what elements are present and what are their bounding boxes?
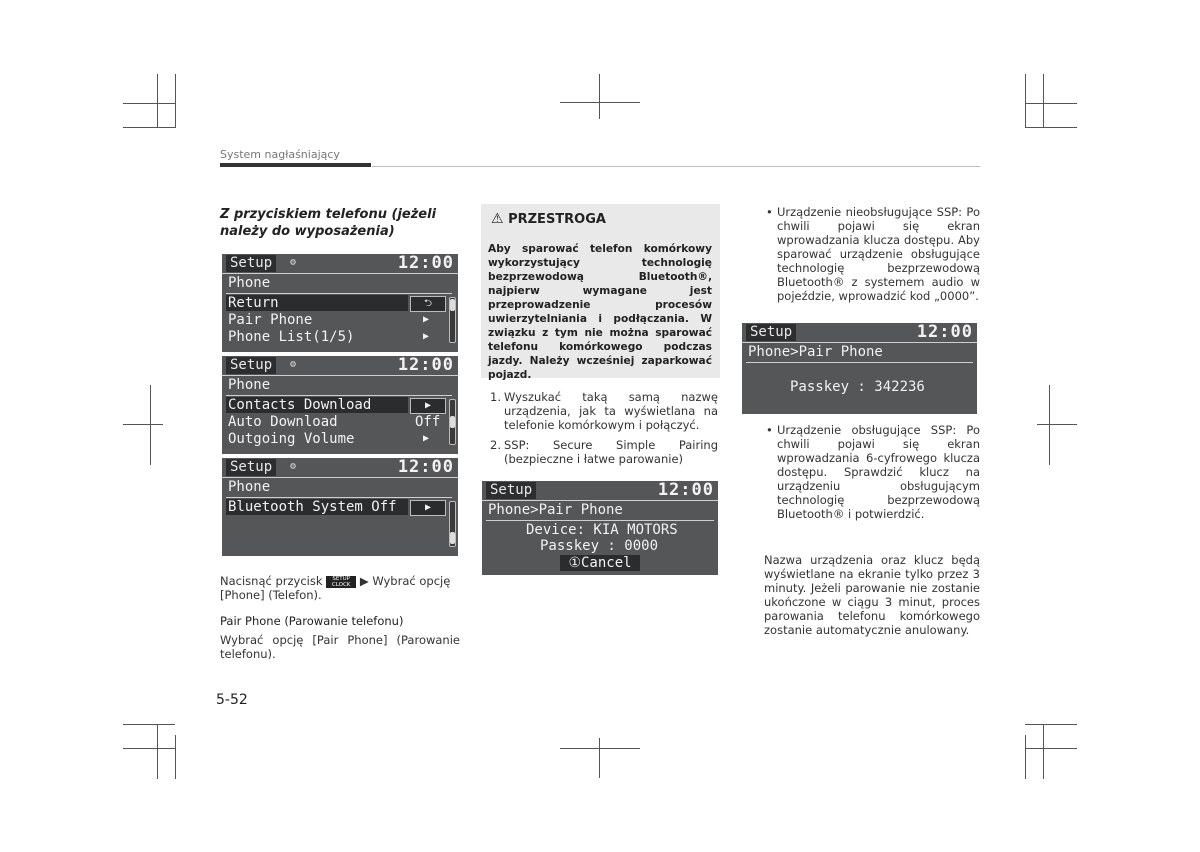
crop-mark: [1025, 103, 1077, 104]
scrollbar-thumb[interactable]: [450, 299, 455, 311]
return-icon[interactable]: ⮌: [410, 296, 446, 312]
scrollbar-thumb[interactable]: [450, 532, 455, 544]
crop-mark: [1025, 748, 1077, 749]
crop-mark: [1043, 724, 1044, 779]
clock-time: 12:00: [657, 481, 714, 500]
crop-mark: [123, 127, 175, 128]
crop-mark: [157, 724, 158, 779]
bullet-dot: •: [766, 205, 773, 219]
menu-item-pair-phone[interactable]: [226, 312, 408, 328]
screen-divider: [226, 395, 452, 396]
screen-divider: [746, 362, 973, 363]
arrow-right-icon[interactable]: ▶: [410, 500, 446, 516]
menu-item-label: Outgoing Volume: [228, 431, 355, 447]
menu-item-label: Bluetooth System Off: [228, 499, 397, 515]
clock-time: 12:00: [397, 254, 454, 273]
passkey-text: Passkey : 0000: [540, 538, 659, 554]
screen-title: Phone>Pair Phone: [748, 344, 883, 360]
arrow-right-icon: ▶: [423, 314, 430, 325]
crop-mark: [1025, 735, 1026, 779]
lcd-screen-passkey: [742, 323, 977, 414]
setup-label: Setup: [226, 459, 276, 476]
header-rule: [220, 163, 371, 167]
screen-divider: [486, 520, 714, 521]
crop-mark: [1049, 385, 1050, 465]
scrollbar[interactable]: [449, 399, 456, 445]
passkey-text: Passkey : 342236: [790, 379, 925, 395]
crop-mark: [1043, 74, 1044, 128]
list-item: [490, 438, 718, 468]
cancel-button[interactable]: [560, 555, 640, 571]
list-item: [490, 390, 718, 434]
crop-mark: [175, 74, 176, 128]
setup-label: Setup: [746, 324, 796, 341]
header-rule: [372, 166, 980, 167]
menu-item-label: Contacts Download: [228, 397, 372, 413]
bullet-text: Urządzenie obsługujące SSP: Po chwili pojawi się ekran wprowadzania 6-cyfrowego klucza dostępu. Sprawdzić klucz na urządzeniu obsługującym technologię bezprzewodową Bluetooth® i potwierdzić.: [777, 423, 980, 521]
crop-mark: [150, 385, 151, 465]
crop-mark: [1025, 127, 1077, 128]
crop-mark: [123, 424, 163, 425]
device-name: Device: KIA MOTORS: [526, 522, 678, 538]
pair-phone-text: Wybrać opcję [Pair Phone] (Parowanie telefonu).: [220, 633, 460, 661]
warning-title-text: PRZESTROGA: [508, 212, 606, 227]
instruction-paragraph: [220, 574, 462, 602]
warning-title: [491, 211, 606, 227]
arrow-right-icon: ▶: [423, 331, 430, 342]
crop-mark: [560, 102, 640, 103]
crop-mark: [123, 103, 175, 104]
screen-top-bar: [482, 481, 718, 501]
scrollbar[interactable]: [449, 297, 456, 343]
instruction-press-text: Nacisnąć przycisk: [220, 574, 323, 588]
screen-top-bar: [222, 458, 458, 478]
warning-triangle-icon: ⚠: [491, 211, 504, 227]
crop-mark: [599, 74, 600, 119]
bullet-item: [766, 205, 980, 320]
crop-mark: [560, 748, 640, 749]
screen-divider: [226, 497, 452, 498]
crop-mark: [157, 74, 158, 128]
lcd-screen-phone-menu-2: [222, 356, 458, 454]
crop-mark: [599, 738, 600, 778]
crop-mark: [175, 735, 176, 779]
setup-key-line2: CLOCK: [331, 581, 351, 588]
menu-item-label: Phone List(1/5): [228, 329, 355, 345]
menu-item-label: Return: [228, 295, 279, 311]
warning-text: Aby sparować telefon komórkowy wykorzystujący technologię bezprzewodową Bluetooth®, najpierw wymagane jest przeprowadzenie procesów uwierzytelniania i podłączania. W związku z tym nie można sparować telefonu komórkowego podczas jazdy. Należy wcześniej zaparkować pojazd.: [488, 243, 712, 381]
menu-item-bluetooth-system-off[interactable]: [226, 499, 408, 515]
note-paragraph: Nazwa urządzenia oraz klucz będą wyświetlane na ekranie tylko przez 3 minuty. Jeżeli parowanie nie zostanie ukończone w ciągu 3 minut, proces parowania telefonu komórkowego zostanie automatycznie anulowany.: [764, 553, 980, 637]
lcd-screen-phone-menu-3: [222, 458, 458, 556]
clock-time: 12:00: [916, 323, 973, 342]
clock-time: 12:00: [397, 356, 454, 375]
menu-item-auto-download[interactable]: [226, 414, 408, 430]
screen-divider: [226, 293, 452, 294]
menu-item-return[interactable]: [226, 295, 408, 311]
setup-clock-key-icon: [326, 576, 356, 588]
gear-icon: ⚙: [290, 359, 297, 370]
setup-label: Setup: [226, 255, 276, 272]
crop-mark: [1025, 74, 1026, 128]
lcd-screen-pair-phone: [482, 481, 718, 575]
warning-box: [481, 204, 720, 381]
screen-top-bar: [742, 323, 977, 343]
crop-mark: [123, 724, 175, 725]
bullet-item: [766, 423, 980, 538]
instruction-select-text: ▶ Wybrać opcję: [359, 574, 451, 588]
running-head: System nagłaśniający: [220, 148, 340, 161]
menu-item-outgoing-volume[interactable]: [226, 431, 408, 447]
gear-icon: ⚙: [290, 461, 297, 472]
screen-title: Phone: [228, 377, 271, 393]
setup-label: Setup: [226, 357, 276, 374]
screen-title: Phone: [228, 275, 271, 291]
arrow-right-icon[interactable]: ▶: [410, 398, 446, 414]
setup-label: Setup: [486, 482, 536, 499]
crop-mark: [1025, 724, 1077, 725]
menu-item-contacts-download[interactable]: [226, 397, 408, 413]
crop-mark: [1037, 424, 1077, 425]
list-item-text: SSP: Secure Simple Pairing (bezpieczne i łatwe parowanie): [504, 438, 718, 466]
bullet-dot: •: [766, 423, 773, 437]
setup-key-line1: SETUP: [332, 575, 350, 582]
list-item-number: 1.: [490, 390, 501, 404]
gear-icon: ⚙: [290, 257, 297, 268]
section-title: Z przyciskiem telefonu (jeżeli należy do wyposażenia): [220, 207, 437, 239]
list-item-text: Wyszukać taką samą nazwę urządzenia, jak ta wyświetlana na telefonie komórkowym i połączyć.: [504, 390, 718, 432]
page-number: 5-52: [216, 692, 248, 708]
menu-item-label: Pair Phone: [228, 312, 313, 328]
menu-item-phone-list[interactable]: [226, 329, 408, 345]
scrollbar[interactable]: [449, 501, 456, 547]
screen-top-bar: [222, 254, 458, 274]
pair-phone-heading: Pair Phone (Parowanie telefonu): [220, 614, 404, 628]
crop-mark: [123, 748, 175, 749]
screen-title: Phone>Pair Phone: [488, 502, 623, 518]
menu-item-label: Auto Download: [228, 414, 338, 430]
screen-title: Phone: [228, 479, 271, 495]
scrollbar-thumb[interactable]: [450, 416, 455, 428]
clock-time: 12:00: [397, 458, 454, 477]
list-item-number: 2.: [490, 438, 501, 452]
auto-download-value: Off: [415, 414, 441, 430]
lcd-screen-phone-menu-1: [222, 254, 458, 352]
bullet-text: Urządzenie nieobsługujące SSP: Po chwili pojawi się ekran wprowadzania klucza dostępu. Aby sparować urządzenie obsługujące technologię bezprzewodową Bluetooth® z systemem audio w pojeździe, wprowadzić kod „0000”.: [777, 205, 980, 303]
screen-top-bar: [222, 356, 458, 376]
cancel-label: ①Cancel: [568, 555, 632, 571]
instruction-select-option: [Phone] (Telefon).: [220, 588, 322, 602]
arrow-right-icon: ▶: [423, 433, 430, 444]
